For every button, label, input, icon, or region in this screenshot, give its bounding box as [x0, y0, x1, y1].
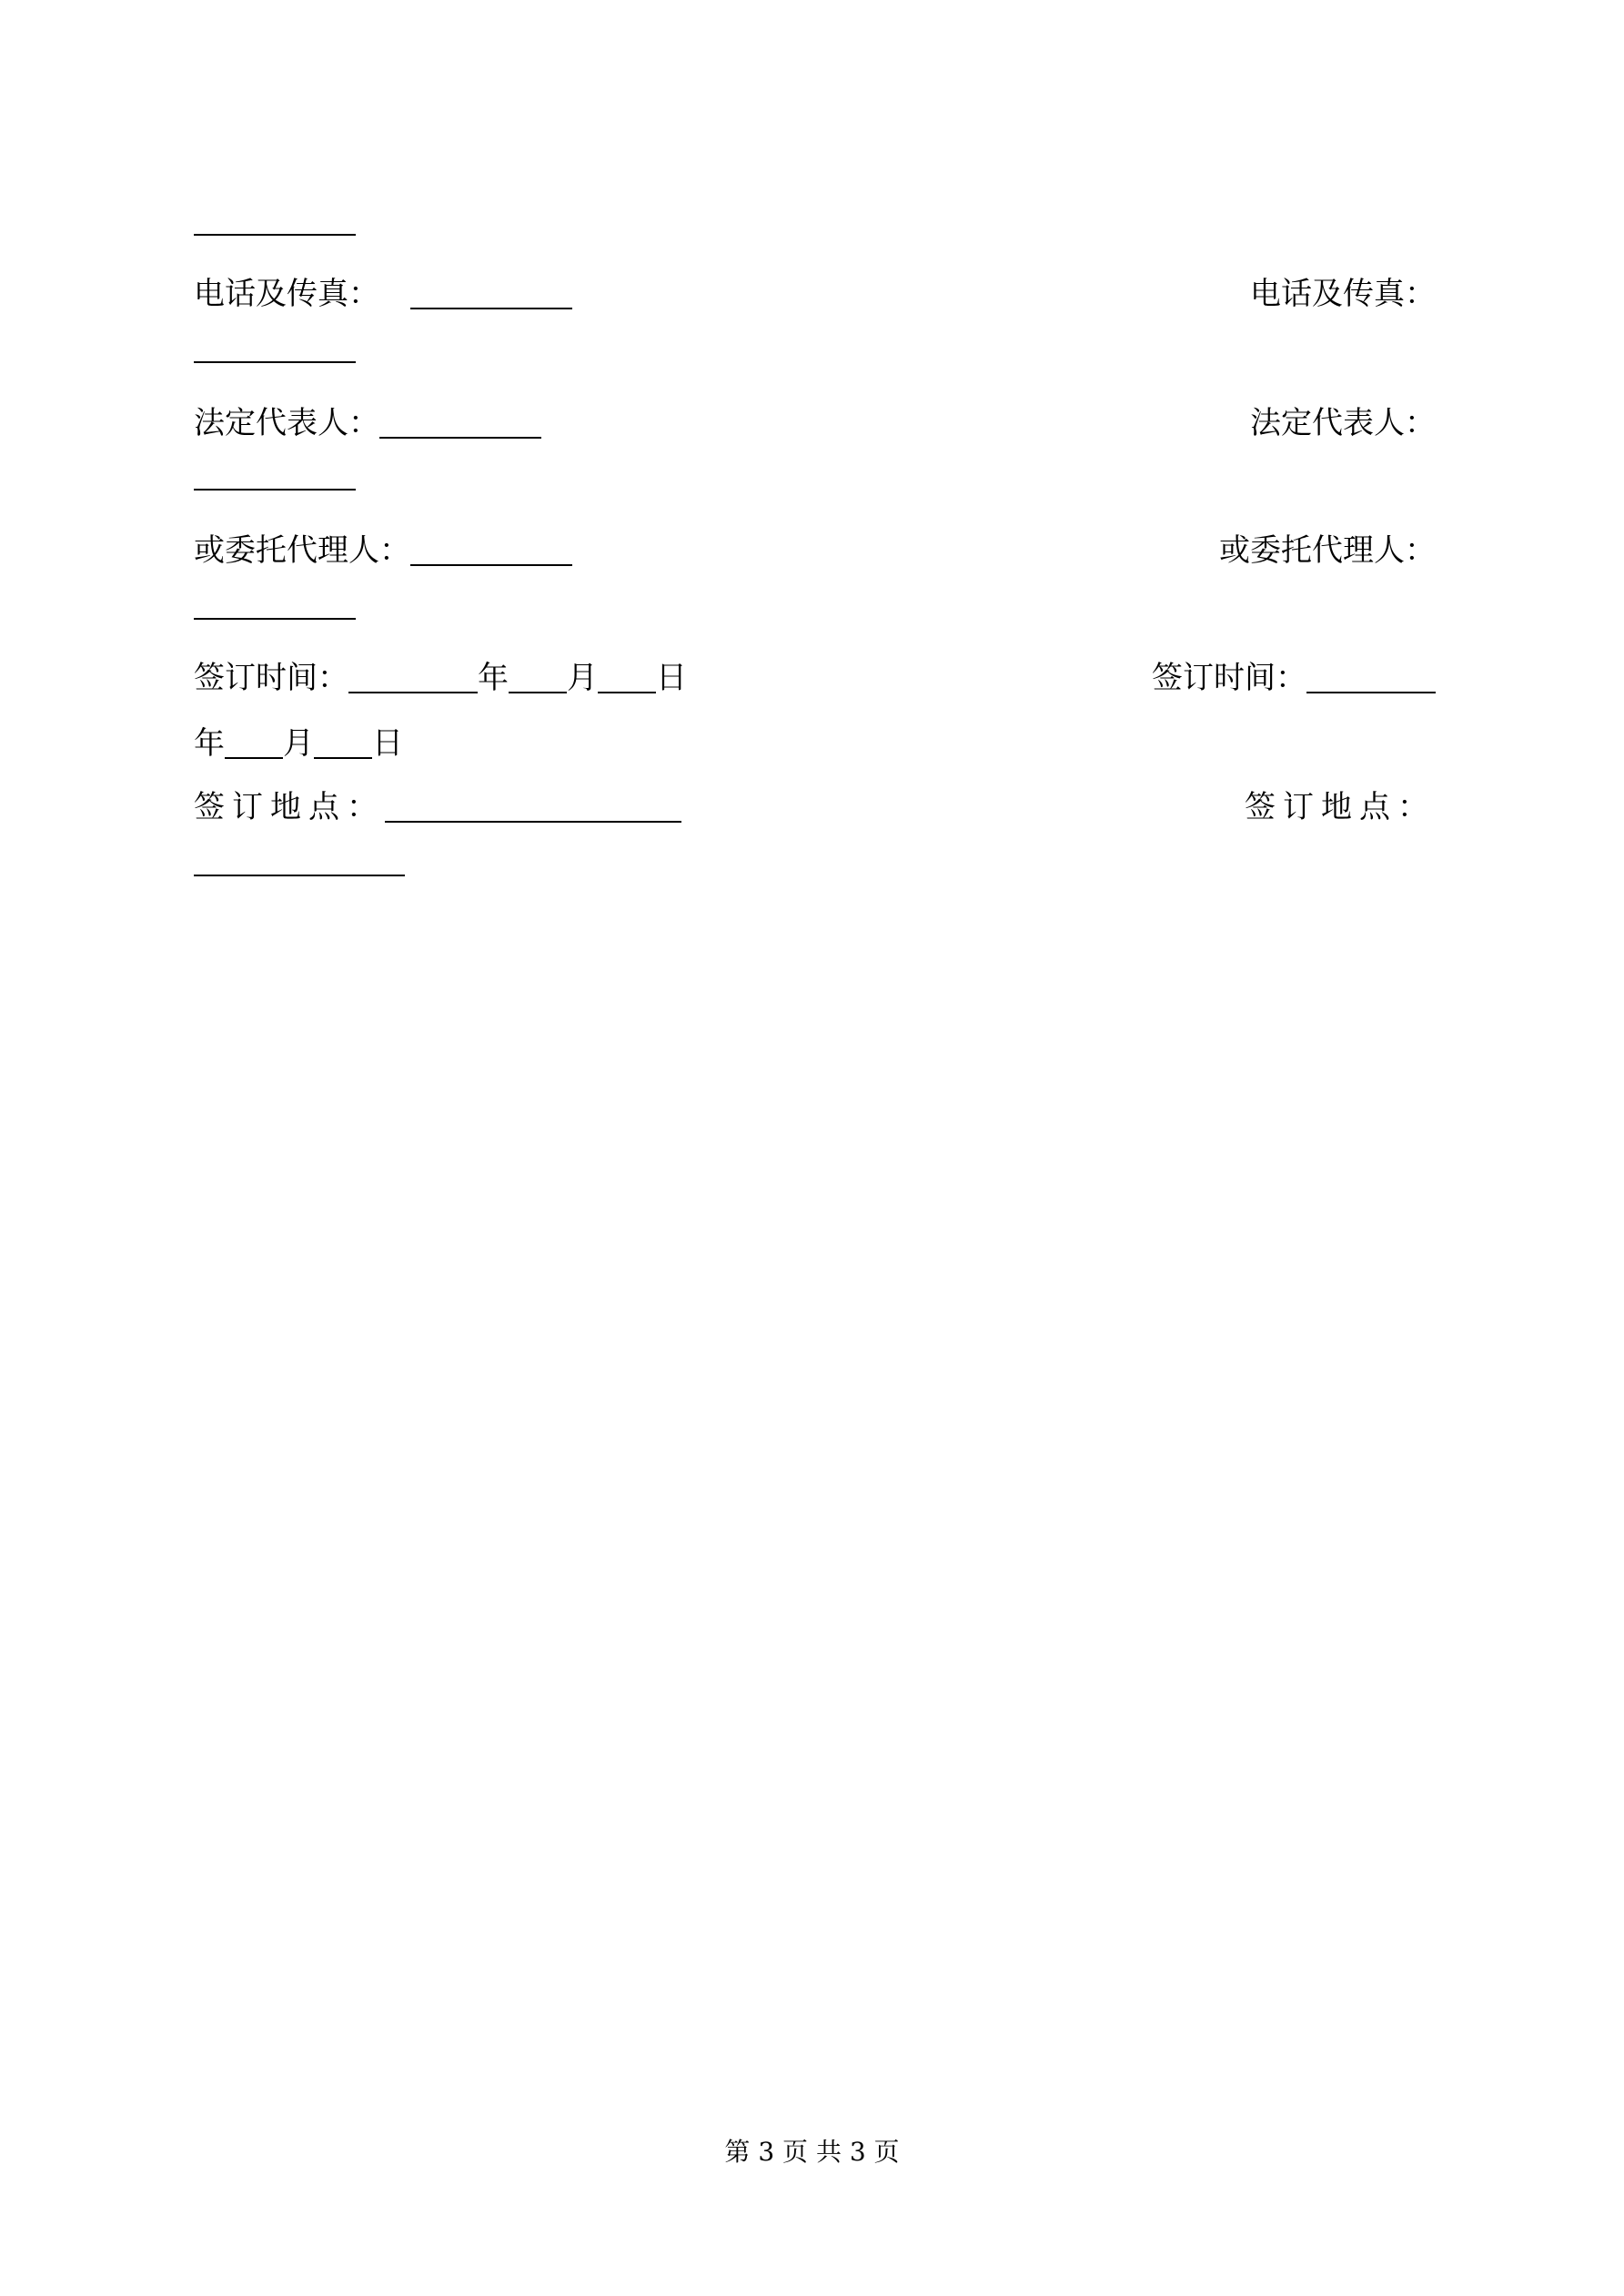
- agent-right-label: 或委托代理人：: [1219, 532, 1436, 569]
- right-month-blank[interactable]: [225, 756, 283, 759]
- month-blank[interactable]: [509, 691, 567, 693]
- page-footer: 第 3 页 共 3 页: [724, 2137, 900, 2167]
- agent-left-label: 或委托代理人：: [194, 532, 410, 569]
- signing-time-continuation: [194, 721, 1436, 766]
- signing-time-right-label: 签订时间：: [1152, 660, 1306, 696]
- signing-time-left-label: 签订时间：: [194, 660, 348, 696]
- signing-place-left-blank[interactable]: [385, 820, 681, 823]
- year-blank[interactable]: [348, 691, 478, 693]
- right-year-blank[interactable]: [1306, 691, 1436, 693]
- signing-place-row: [194, 784, 1436, 830]
- year-label: 年: [478, 660, 509, 696]
- phone-fax-row: [194, 271, 1436, 317]
- signing-place-right-blank-row: [194, 857, 405, 903]
- signing-place-left-label: 签订地点：: [194, 789, 385, 825]
- right-month-label: 月: [283, 725, 314, 762]
- signing-time-row: [194, 655, 1436, 701]
- agent-right-blank[interactable]: [194, 617, 356, 620]
- legal-rep-left: [194, 400, 541, 446]
- legal-rep-row: [194, 400, 1436, 446]
- legal-rep-left-label: 法定代表人：: [194, 405, 379, 441]
- signing-time-right: [1152, 655, 1436, 701]
- right-day-label: 日: [372, 725, 403, 762]
- agent-row: [194, 528, 1436, 573]
- signing-place-right-label: 签订地点：: [1245, 789, 1436, 825]
- month-label: 月: [567, 660, 598, 696]
- phone-fax-left-label: 电话及传真：: [194, 276, 379, 312]
- day-label: 日: [656, 660, 687, 696]
- phone-fax-left: [194, 271, 572, 317]
- signing-time-right-date: [194, 721, 403, 766]
- legal-rep-right-label: 法定代表人：: [1250, 405, 1436, 441]
- signing-place-left: [194, 784, 681, 830]
- legal-rep-left-blank[interactable]: [379, 436, 541, 439]
- agent-left: [194, 528, 572, 573]
- continuation-blank: [194, 217, 356, 262]
- agent-left-blank[interactable]: [410, 563, 572, 566]
- phone-fax-left-blank[interactable]: [410, 307, 572, 309]
- phone-fax-right-label: 电话及传真：: [1250, 276, 1436, 312]
- signing-place-right-blank[interactable]: [194, 874, 405, 876]
- signing-time-left: [194, 655, 687, 701]
- fill-blank[interactable]: [194, 233, 356, 236]
- phone-fax-right-blank-row: [194, 344, 356, 389]
- agent-right-blank-row: [194, 601, 356, 646]
- legal-rep-right-blank-row: [194, 471, 356, 517]
- right-day-blank[interactable]: [314, 756, 372, 759]
- right-year-label: 年: [194, 725, 225, 762]
- day-blank[interactable]: [598, 691, 656, 693]
- phone-fax-right-blank[interactable]: [194, 360, 356, 363]
- legal-rep-right-blank[interactable]: [194, 488, 356, 491]
